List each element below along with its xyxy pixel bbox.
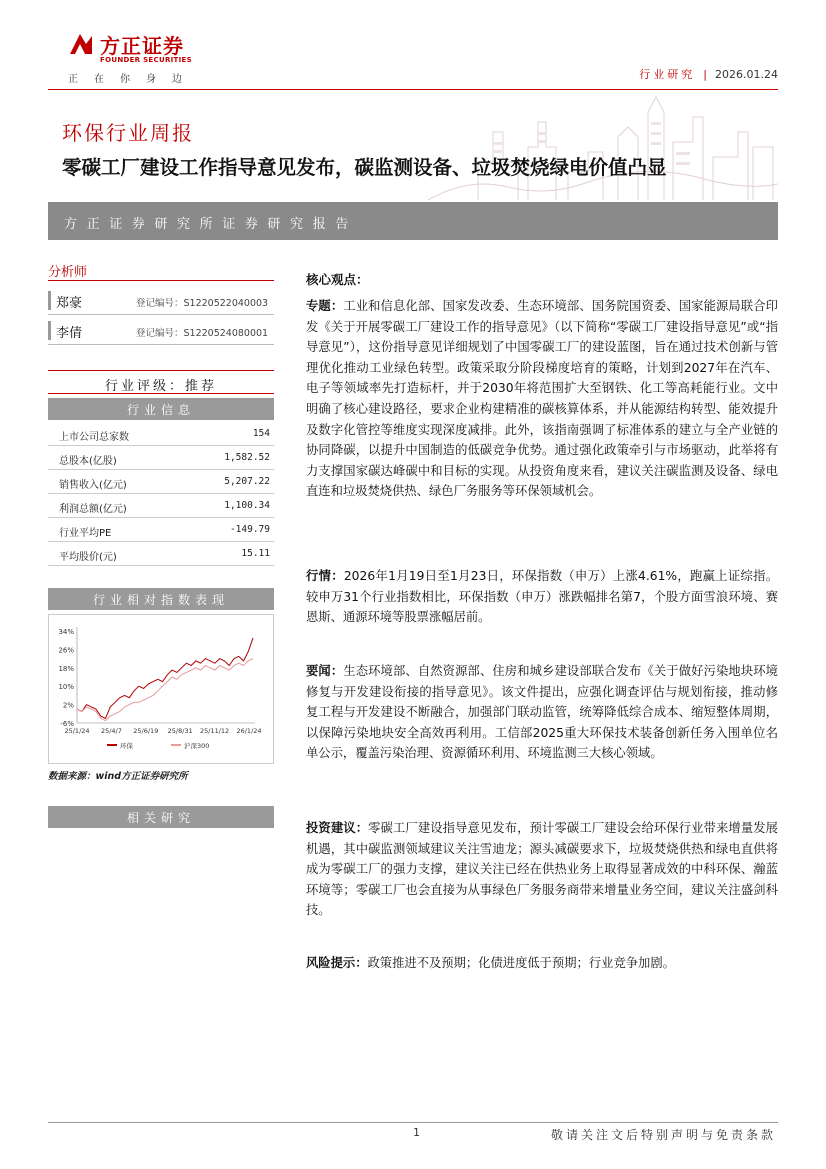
para-label: 专题：: [306, 299, 344, 313]
x-tick-label: 25/6/19: [133, 727, 159, 735]
info-value: 1,100.34: [224, 500, 270, 511]
para-text: 2026年1月19日至1月23日，环保指数（申万）上涨4.61%，跑赢上证综指。较申万31个行业指数相比，环保指数（申万）涨跌幅排名第7，个股方面雪浪环境、赛恩斯、通源环境等股票涨幅居前。: [306, 569, 778, 625]
analyst-header: 分析师: [48, 265, 88, 280]
industry-info-header: 行业信息: [48, 398, 274, 420]
footer-divider: [48, 1122, 778, 1123]
y-tick-label: -6%: [60, 720, 74, 728]
info-value: 154: [252, 428, 270, 439]
related-research-header: 相关研究: [48, 806, 274, 828]
report-headline: 零碳工厂建设工作指导意见发布，碳监测设备、垃圾焚烧绿电价值凸显: [62, 156, 667, 179]
skyline-illustration: [48, 92, 778, 200]
info-label: 上市公司总家数: [59, 432, 129, 443]
analyst-row: [48, 290, 274, 312]
slogan: 正在你身边: [68, 74, 198, 85]
para-label: 要闻：: [306, 664, 344, 678]
info-value: -149.79: [229, 524, 270, 535]
logo-en-text: FOUNDER SECURITIES: [100, 56, 192, 64]
para-label: 风险提示：: [306, 956, 368, 970]
info-label: 行业平均PE: [59, 528, 112, 539]
x-tick-label: 25/8/31: [167, 727, 193, 735]
topic-paragraph: [306, 296, 778, 502]
series-line: [77, 638, 253, 719]
legend-label: 沪深300: [184, 742, 210, 750]
chart-source: 数据来源：wind方正证券研究所: [48, 771, 188, 782]
risk-paragraph: [306, 953, 778, 974]
investment-paragraph: [306, 818, 778, 921]
analyst-divider: [48, 280, 274, 281]
info-value: 15.11: [241, 548, 270, 559]
para-text: 工业和信息化部、国家发改委、生态环境部、国务院国资委、国家能源局联合印发《关于开展零碳工厂建设工作的指导意见》（以下简称“零碳工厂建设指导意见”或“指导意见”），这份指导意见详细规划了中国零碳工厂的建设蓝图，旨在通过技术创新与管理优化推动工业绿色转型。政策采取分阶段梯度培育的策略，计划到2027年在汽车、电子等领域率先打造标杆，并于2030年将范围扩大至钢铁、化工等高耗能行业。文中明确了核心建设路径，要求企业构建精准的碳核算体系，并从能源结构转型、能效提升及数字化管控等维度实现深度减排。此外，该指南强调了标准体系的建立与全产业链的协同降碳，以提升中国制造的低碳竞争优势。通过强化政策牵引与市场驱动，此举将有力支撑国家碳达峰碳中和目标的实现。从投资角度来看，建议关注碳监测及设备、绿电直连和垃圾焚烧供热、绿色厂务服务等环保领域机会。: [306, 299, 778, 499]
para-text: 政策推进不及预期；化债进度低于预期；行业竞争加剧。: [367, 956, 675, 970]
analyst-row-divider: [48, 344, 274, 345]
core-view-header: 核心观点：: [306, 272, 369, 287]
info-row: [48, 518, 274, 542]
analyst-reg: 登记编号：S1220522040003: [136, 298, 269, 309]
info-label: 总股本(亿股): [59, 456, 117, 467]
header-divider: [48, 89, 778, 90]
disclaimer-link: 敬请关注文后特别声明与免责条款: [550, 1128, 776, 1142]
report-date: 2026.01.24: [715, 68, 778, 81]
info-row: [48, 542, 274, 566]
relative-index-chart: [48, 614, 274, 764]
y-tick-label: 26%: [58, 646, 74, 655]
page-number: 1: [413, 1126, 420, 1139]
header-meta: [639, 66, 778, 82]
info-label: 销售收入(亿元): [59, 480, 127, 491]
info-label: 利润总额(亿元): [59, 504, 127, 515]
analyst-row: [48, 320, 274, 342]
report-category: 行业研究: [639, 68, 696, 81]
market-paragraph: [306, 566, 778, 628]
header-separator: |: [703, 68, 708, 81]
x-tick-label: 25/1/24: [64, 727, 90, 735]
analyst-name: 郑豪: [56, 296, 83, 311]
analyst-name: 李倩: [56, 326, 83, 341]
info-value: 5,207.22: [224, 476, 270, 487]
x-tick-label: 25/11/12: [199, 727, 230, 735]
y-tick-label: 10%: [58, 683, 74, 692]
institute-bar: [48, 202, 778, 240]
info-row: [48, 470, 274, 494]
para-label: 投资建议：: [306, 821, 369, 835]
legend-label: 环保: [120, 742, 133, 750]
analyst-marker: [48, 291, 51, 310]
analyst-row-divider: [48, 314, 274, 315]
institute-label: 方正证券研究所证券研究报告: [64, 217, 358, 232]
info-row: [48, 422, 274, 446]
y-tick-label: 2%: [62, 701, 74, 710]
info-row: [48, 446, 274, 470]
analyst-marker: [48, 321, 51, 340]
relative-index-header: 行业相对指数表现: [48, 588, 274, 610]
info-row: [48, 494, 274, 518]
title-banner: [48, 92, 778, 200]
para-text: 零碳工厂建设指导意见发布，预计零碳工厂建设会给环保行业带来增量发展机遇，其中碳监测领域建议关注雪迪龙；源头减碳要求下，垃圾焚烧供热和绿电直供将成为零碳工厂的强力支撑，建议关注已经在供热业务上取得显著成效的中科环保、瀚蓝环境等；零碳工厂也会直接为从事绿色厂务服务商带来增量业务空间，建议关注盛剑科技。: [306, 821, 778, 918]
analyst-reg: 登记编号：S1220524080001: [136, 328, 269, 339]
report-type: 环保行业周报: [62, 121, 194, 145]
logo-cn-text: 方正证券: [100, 34, 184, 58]
x-tick-label: 25/4/7: [100, 727, 122, 735]
para-text: 生态环境部、自然资源部、住房和城乡建设部联合发布《关于做好污染地块环境修复与开发建设衔接的指导意见》。该文件提出，应强化调查评估与规划衔接，推动修复工程与开发建设不断融合，加强部门联动监管，统筹降低综合成本、缩短整体周期，以保障污染地块安全高效再利用。工信部2025重大环保技术装备创新任务入围单位名单公示，覆盖污染治理、资源循环利用、环境监测三大核心领域。: [306, 664, 778, 761]
y-tick-label: 18%: [58, 664, 74, 673]
line-chart: [49, 615, 273, 763]
logo-mark-icon: [66, 30, 96, 60]
x-tick-label: 26/1/24: [236, 727, 262, 735]
series-line: [77, 659, 253, 721]
news-paragraph: [306, 661, 778, 764]
industry-rating: 行业评级：推荐: [48, 370, 274, 394]
info-value: 1,582.52: [224, 452, 270, 463]
para-label: 行情：: [306, 569, 344, 583]
y-tick-label: 34%: [58, 628, 74, 636]
info-label: 平均股价(元): [59, 552, 117, 563]
